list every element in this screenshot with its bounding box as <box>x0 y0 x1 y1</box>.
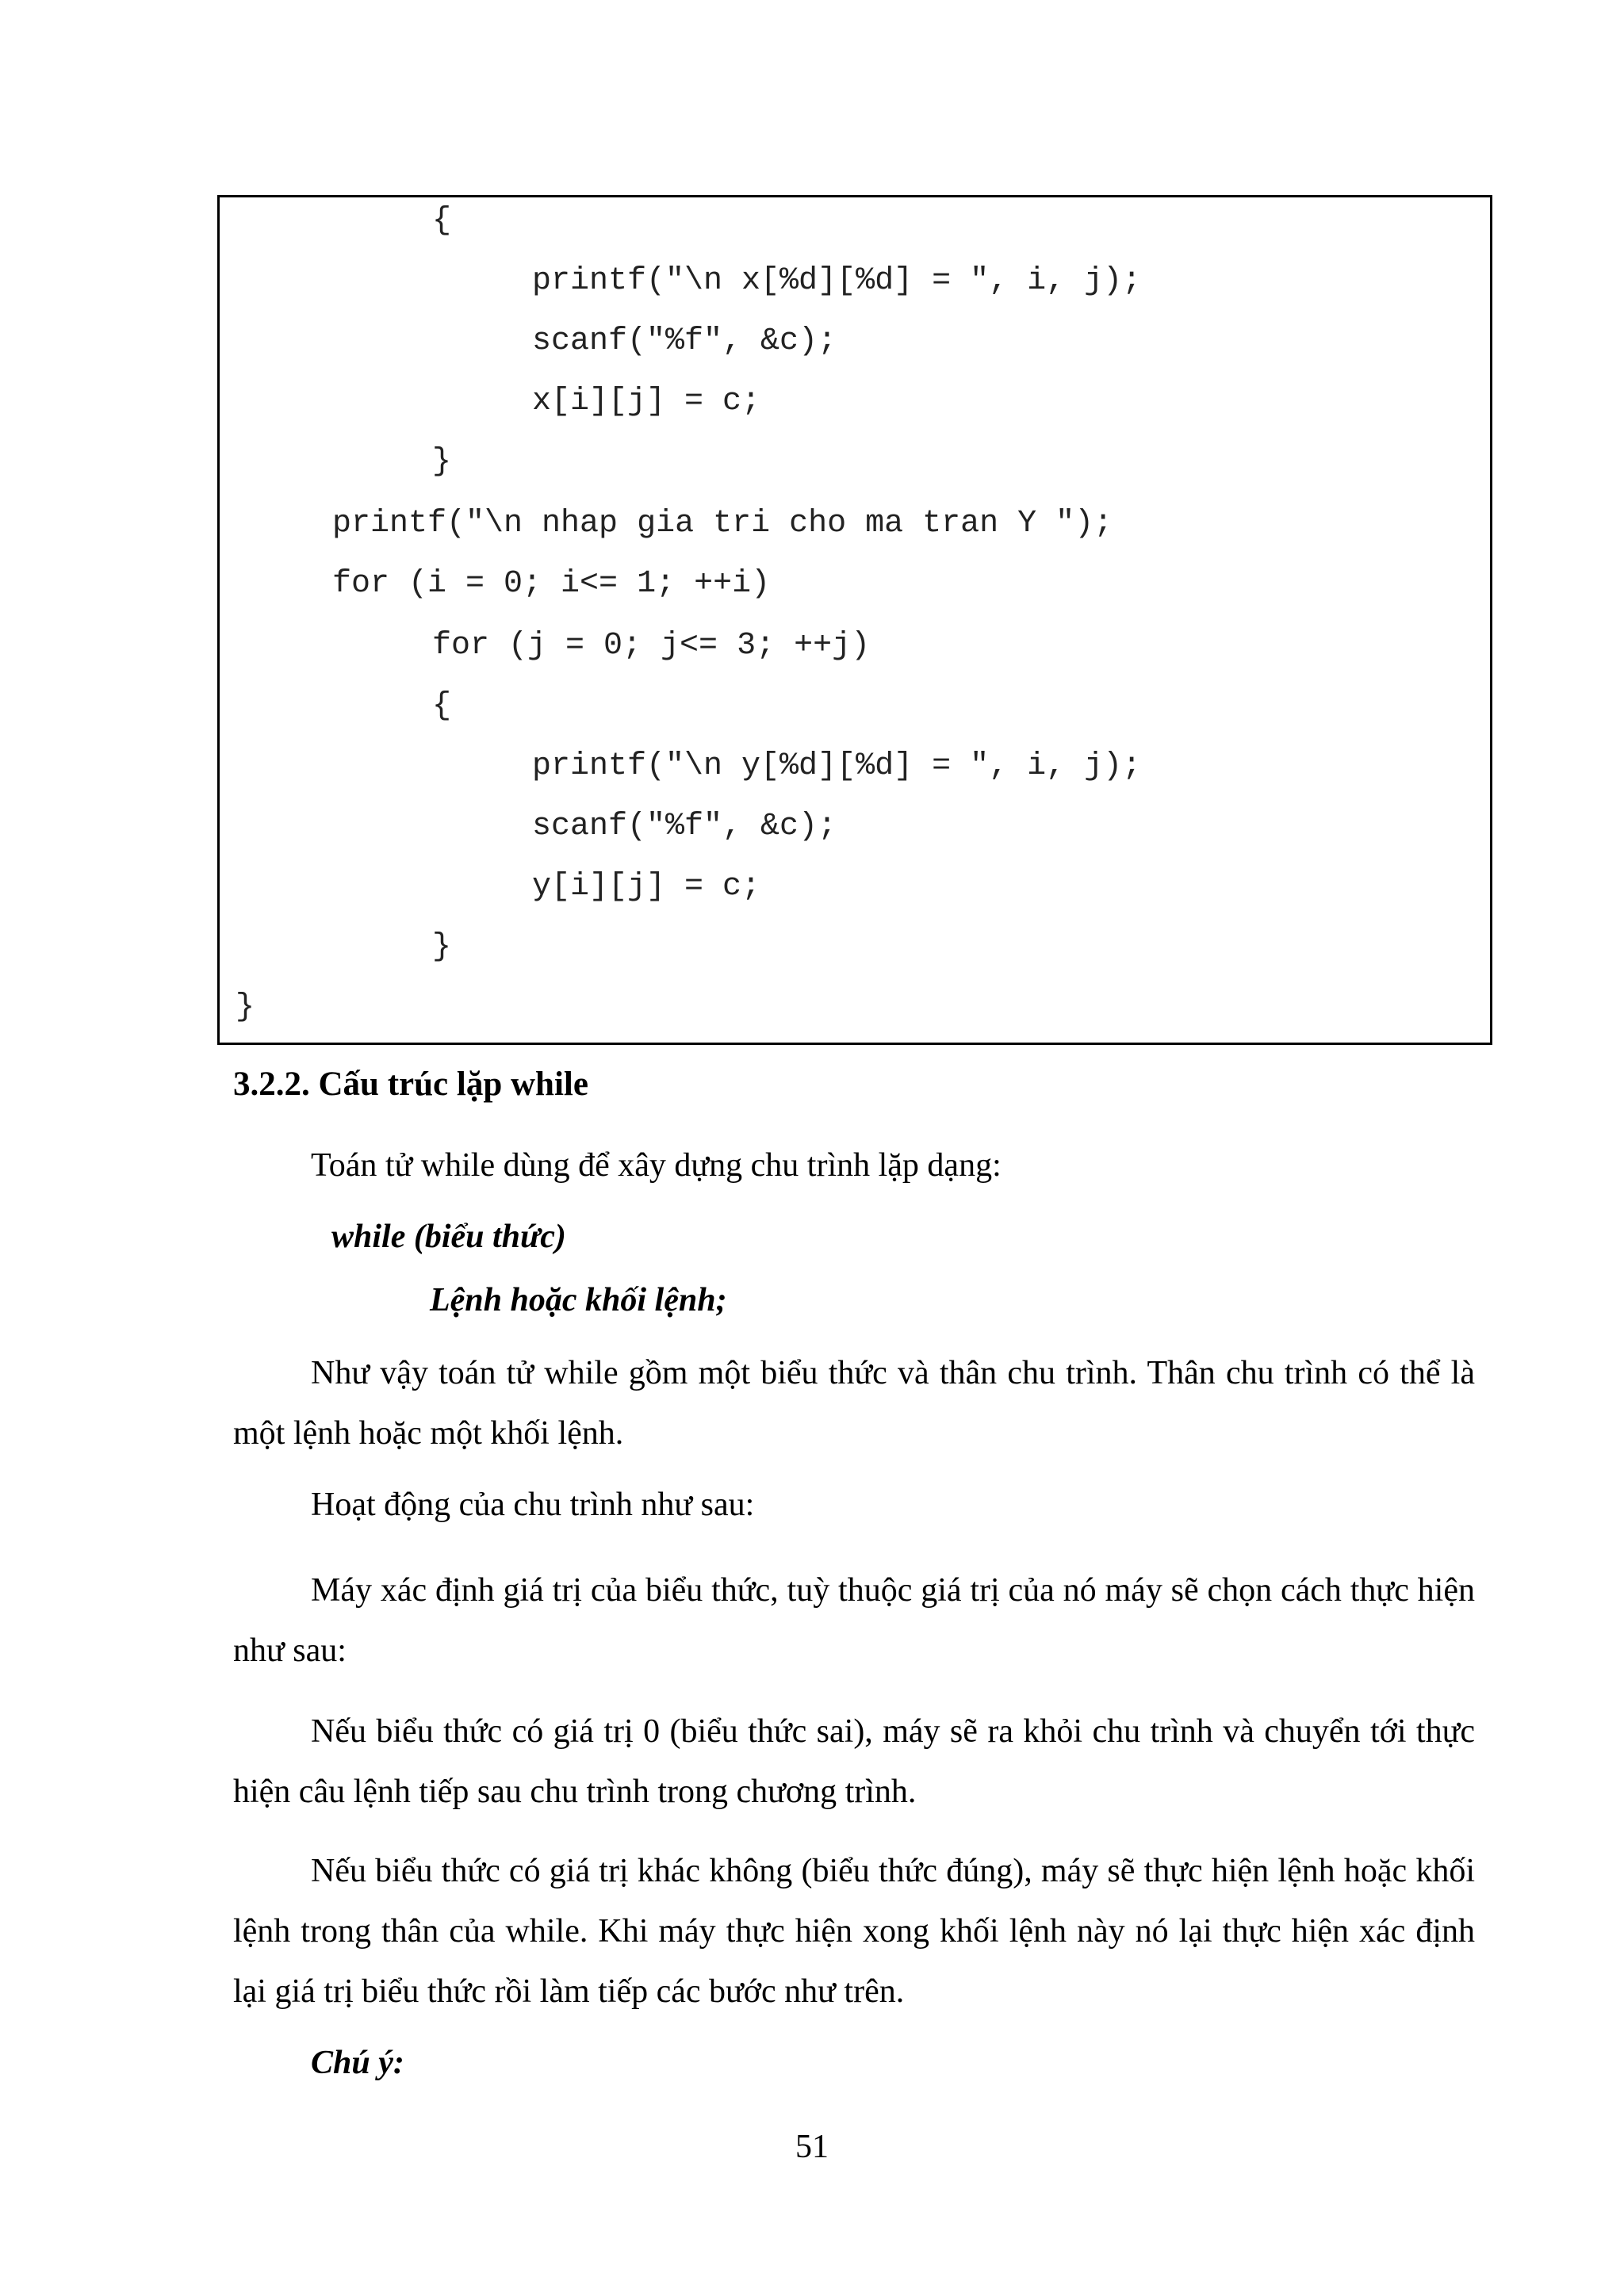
syntax-line: while (biểu thức) <box>331 1219 566 1255</box>
code-line: { <box>432 688 452 724</box>
syntax-line: Lệnh hoặc khối lệnh; <box>430 1282 727 1318</box>
note-label: Chú ý: <box>311 2045 404 2081</box>
paragraph: Như vậy toán tử while gồm một biểu thức và thân chu trình. Thân chu trình có thể là một lệnh hoặc một khối lệnh. <box>233 1355 1475 1452</box>
code-line: } <box>432 444 452 480</box>
paragraph: Hoạt động của chu trình như sau: <box>311 1487 755 1523</box>
code-block <box>217 195 1492 1045</box>
paragraph: Nếu biểu thức có giá trị khác không (biểu thức đúng), máy sẽ thực hiện lệnh hoặc khối lệnh trong thân của while. Khi máy thực hiện xong khối lệnh này nó lại thực hiện xác định lại giá trị biểu thức rồi làm tiếp các bước như trên. <box>233 1853 1475 2010</box>
code-line: printf("\n nhap gia tri cho ma tran Y "); <box>332 506 1113 541</box>
code-line: for (j = 0; j<= 3; ++j) <box>432 628 871 664</box>
code-line: for (i = 0; i<= 1; ++i) <box>332 566 771 602</box>
paragraph: Nếu biểu thức có giá trị 0 (biểu thức sai), máy sẽ ra khỏi chu trình và chuyển tới thực hiện câu lệnh tiếp sau chu trình trong chương trình. <box>233 1713 1475 1810</box>
page-number: 51 <box>795 2129 829 2165</box>
code-line: scanf("%f", &c); <box>532 809 837 844</box>
code-line: printf("\n y[%d][%d] = ", i, j); <box>532 748 1142 784</box>
section-heading: 3.2.2. Cấu trúc lặp while <box>233 1066 588 1103</box>
code-line: printf("\n x[%d][%d] = ", i, j); <box>532 263 1142 299</box>
intro-text: Toán tử while dùng để xây dựng chu trình lặp dạng: <box>311 1147 1002 1184</box>
code-line: x[i][j] = c; <box>532 384 761 419</box>
code-line: } <box>236 989 255 1025</box>
code-line: { <box>432 203 452 239</box>
code-line: } <box>432 929 452 965</box>
code-line: y[i][j] = c; <box>532 869 761 905</box>
paragraph: Máy xác định giá trị của biểu thức, tuỳ thuộc giá trị của nó máy sẽ chọn cách thực hiện như sau: <box>233 1572 1475 1669</box>
code-line: scanf("%f", &c); <box>532 323 837 359</box>
